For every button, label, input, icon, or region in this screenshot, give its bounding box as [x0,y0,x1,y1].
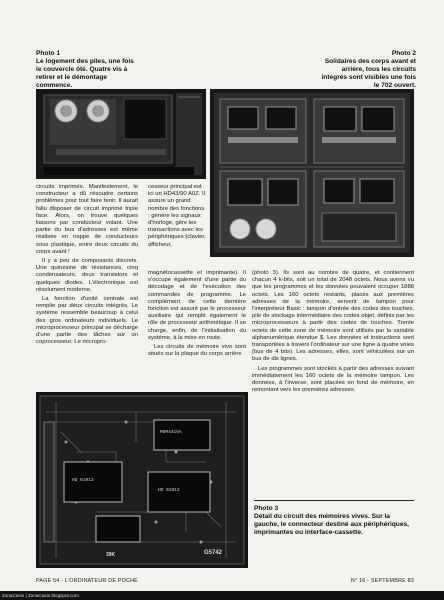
text-column-1 [36,184,138,387]
bottom-source-strip: ZonaCasio | ZonaCasio.blogspot.com [0,591,444,600]
photo-2-opened-device [210,89,414,257]
paragraph: Il y a peu de composants discrets. Une quinzaine de résistances, cinq condensateurs, deux transistors et quelques diodes. L'électronique est résolument moderne. [36,258,138,293]
chip-label-left: HD 61913 [72,478,94,483]
text-column-2-narrow [148,184,206,270]
paragraph: magnétocassette et imprimante). Il s'occupe également d'une partie du décodage et de l'exécution des commandes de programme. Le complément de cette dernière fonction est assuré par le processeur auxiliaire qui remplit également le rôle de processeur arithmétique. Il se charge, enfin, de l'initialisation du système, à la mise en route. [148,270,246,341]
chip-label-top: M5M4416A [160,430,182,435]
opened-device-image [210,89,414,257]
paragraph: Les programmes sont stockés à partir des adresses suivant immédiatement les 160 octets de la mémoire tampon. Les données, à l'inverse, sont placées en fond de mémoire, en remontant vers les premières adresses. [252,365,414,394]
memory-board-image [36,392,248,568]
caption-photo-3 [254,505,414,537]
caption-text: Solidaires des corps avant et arrière, tous les circuits intégrés sont visibles une fois le 702 ouvert. [321,58,416,89]
photo-1-battery-compartment [36,89,206,179]
peripheral-connector [44,422,54,542]
caption-divider [254,500,414,501]
paragraph: circuits imprimés. Manifestement, le constructeur a dû résoudre certains problèmes pour tout faire tenir. Il aurait fallu disposer de circuit imprimé triple face. Alors, on trouve quelques liaisons par conducteur volant. Une partie du bus d'adresses est même réalisée en nappe de conducteurs sous plastique, entre deux circuits du corps avant ! [36,184,138,255]
caption-text: Le logement des piles, une fois le couvercle ôté. Quatre vis à retirer et le démontage commence. [36,58,134,89]
board-code-label: 39K [106,552,116,558]
paragraph: Les circuits de mémoire vive sont situés sur la plaque du corps arrière [148,344,246,358]
battery-compartment-image [36,89,206,179]
footer-right: N° 16 - SEPTEMBRE 83 [350,578,414,584]
footer-left: PAGE 54 - L'ORDINATEUR DE POCHE [36,578,138,584]
caption-text: Détail du circuit des mémoires vives. Sur la gauche, le connecteur destiné aux périphériques, imprimantes ou interface-cassette. [254,513,409,536]
photo-3-memory-board [36,392,248,568]
caption-photo-1 [36,50,136,90]
caption-title: Photo 2 [391,50,416,57]
caption-title: Photo 1 [36,50,61,57]
chip-label-right: HD 61913 [158,488,180,493]
caption-title: Photo 3 [254,505,279,512]
paragraph: cesseur principal est ici un HD43/90 A0Z. Il assure un grand nombre des fonctions : génère les signaux d'horloge, gère les transactions avec les périphériques (clavier, afficheur, [148,184,206,248]
caption-photo-2 [318,50,416,90]
paragraph: La fonction d'unité centrale est remplie par deux circuits intégrés. Le système ressemble beaucoup à celui des gros ordinateurs individuels. Le microprocesseur principal se décharge d'une partie des tâches sur un coprocesseur. Le micropro- [36,296,138,346]
ram-chip-top [154,420,210,450]
paragraph: (photo 3). Ils sont au nombre de quatre, et contiennent chacun 4 k-bits, soit un total de 2048 octets. Nous avons vu que les programmes et les données pouvaient occuper 1888 octets. Les 160 octets restants, placés aux premières adresses de la mémoire, servent de tampon pour l'interpréteur Basic : tampon d'entrée des codes des touches, pile de stockage intermédiaire des codes objet, définis par les microprocesseurs à partir des codes de touches. Trente octets de cette zone de mémoire sont utilisés par la variable alphanumérique étendue $. Les données et instructions sont transportées à travers l'ordinateur sur une ligne à quatre voies (bus de 4 bits). Les adresses, elles, sont véhiculées sur un bus de dix lignes. [252,270,414,363]
board-id-label: G5742 [204,550,223,556]
text-column-2 [148,270,246,388]
text-column-3 [252,270,414,496]
